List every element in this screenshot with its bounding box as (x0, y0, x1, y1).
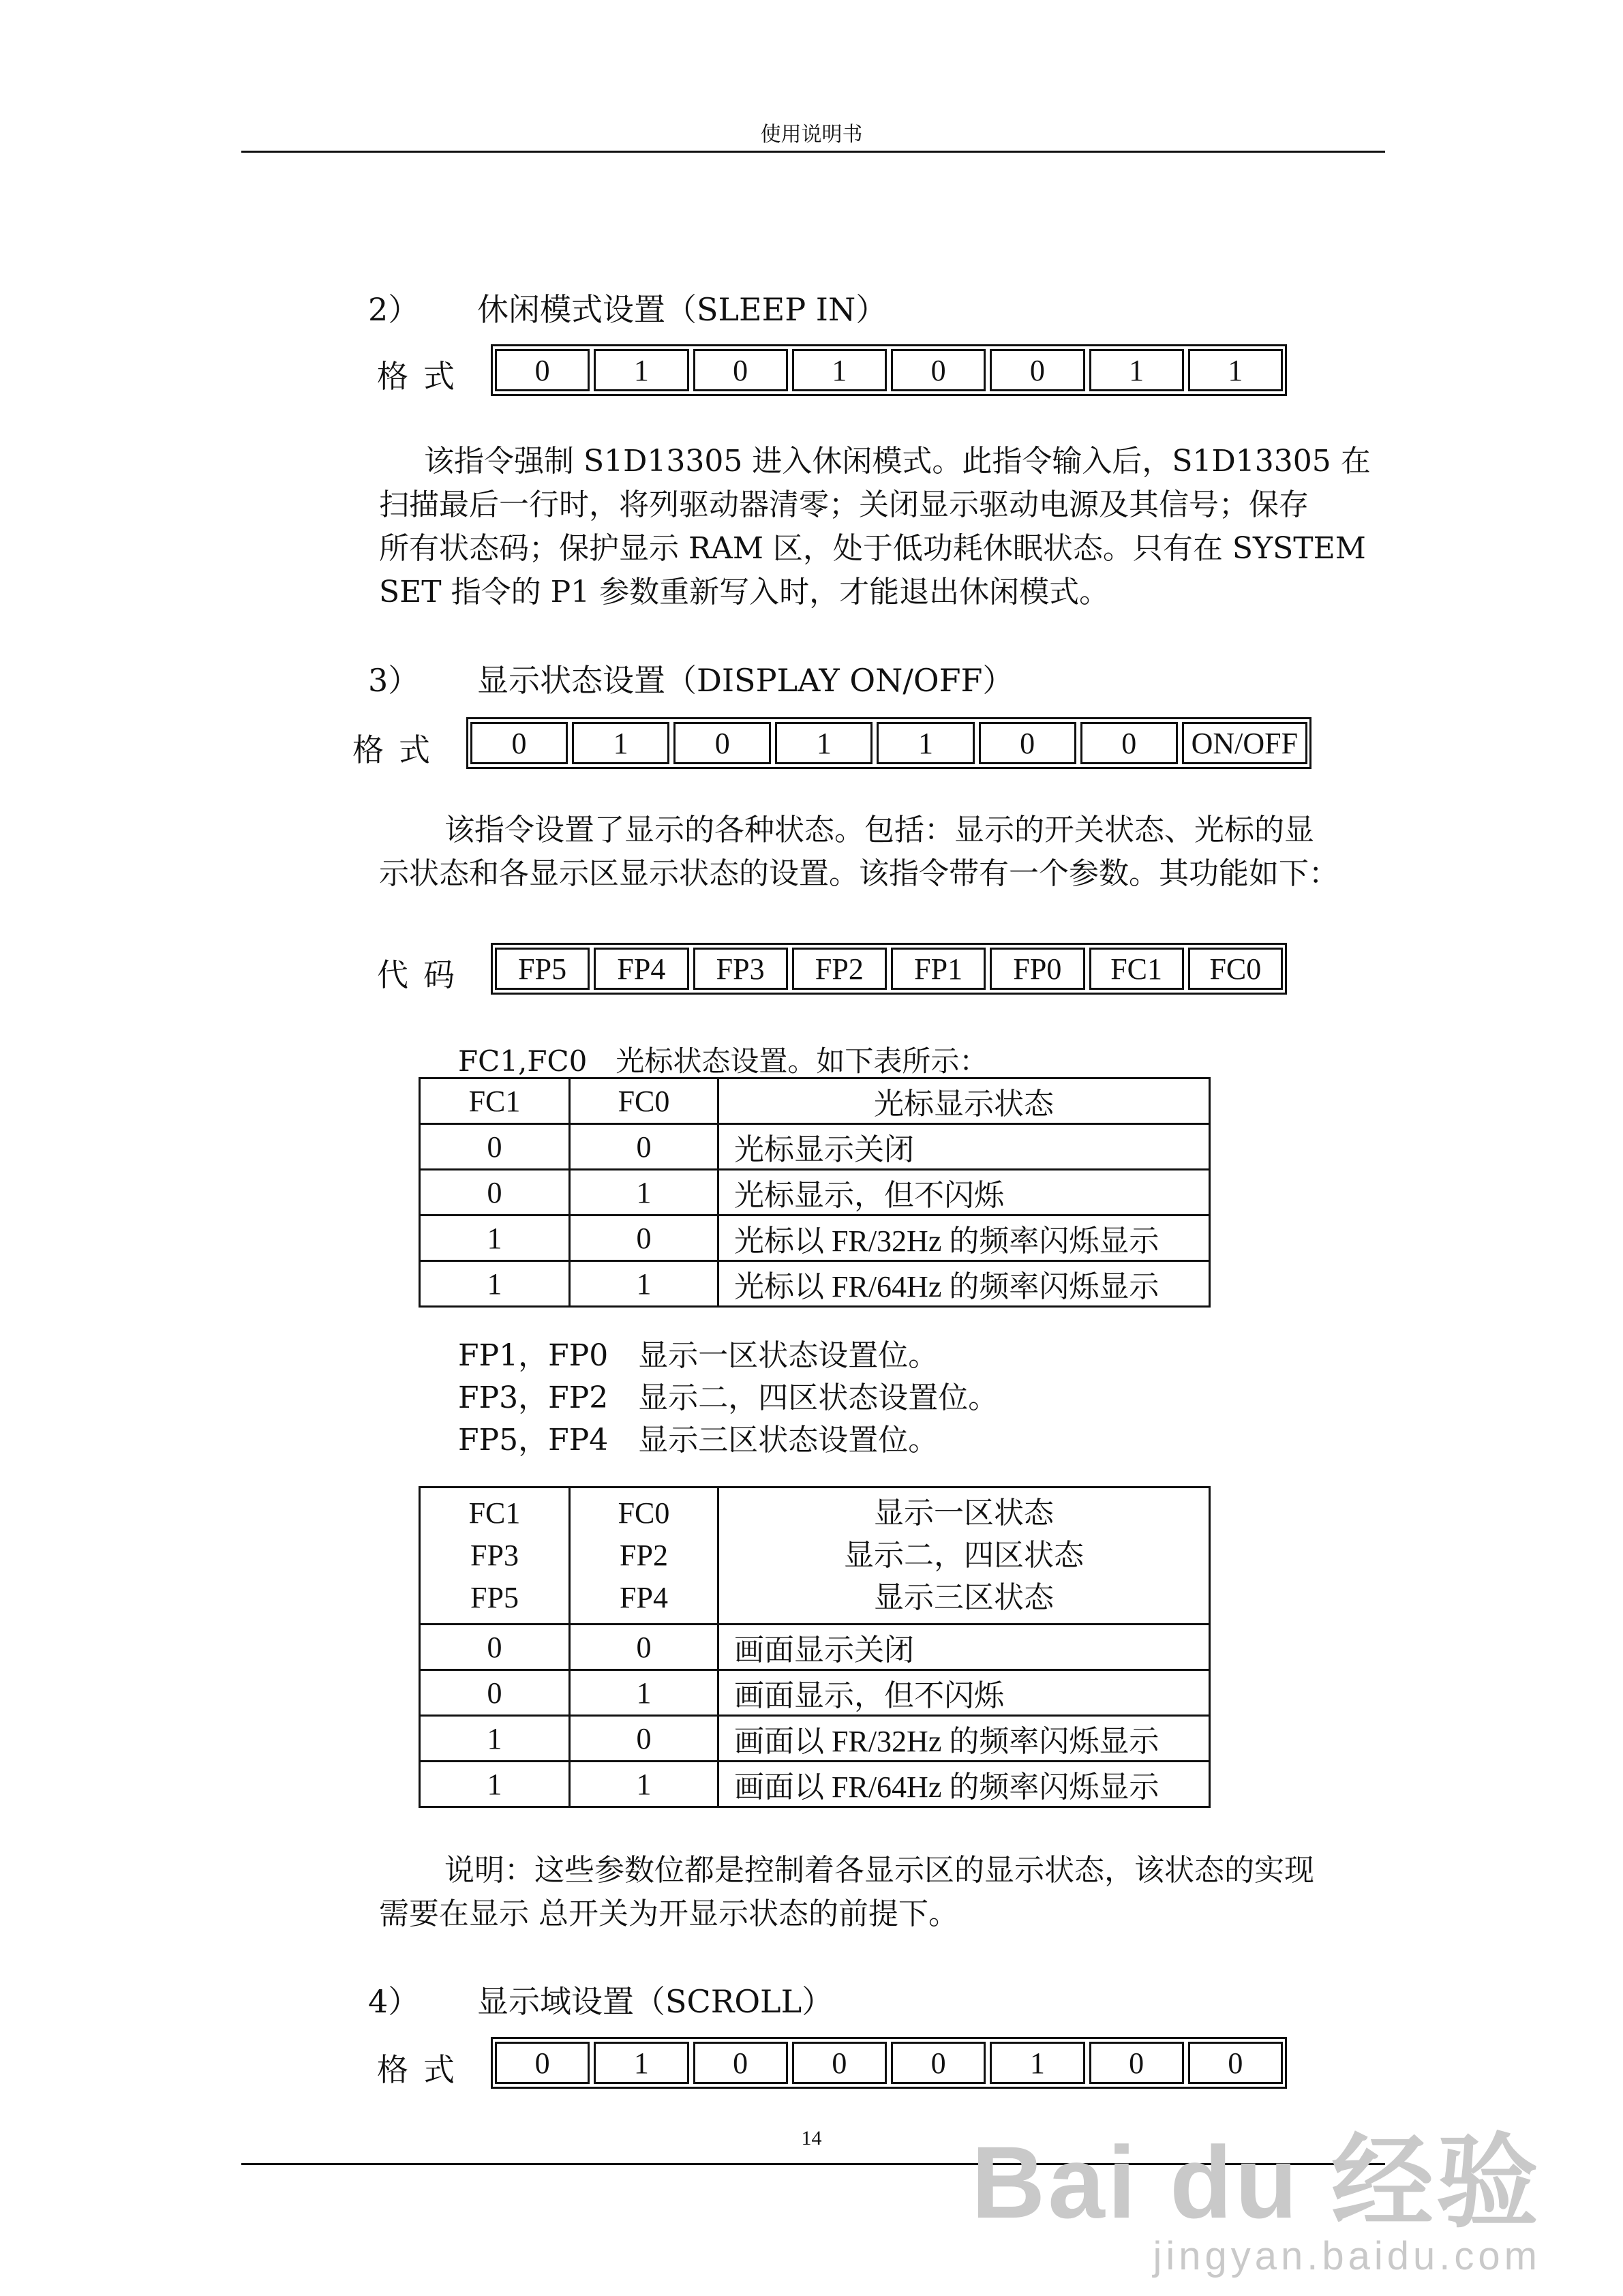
table-header-cell (718, 1487, 1210, 1625)
bit-cell: 0 (891, 2042, 986, 2084)
table-cell: 0 (420, 1625, 570, 1670)
page-header-title: 使用说明书 (760, 123, 863, 147)
bit-cell: 0 (1089, 2042, 1184, 2084)
table-cell: 0 (420, 1170, 570, 1215)
paragraph-line: 需要在显示 总开关为开显示状态的前提下。 (379, 1897, 958, 1931)
table-header-cell (570, 1487, 718, 1625)
bit-cell: 1 (594, 2042, 688, 2084)
bit-cell: 0 (470, 722, 568, 764)
table-cell: 1 (420, 1215, 570, 1261)
code-bit-cell: FP0 (990, 948, 1084, 990)
paragraph-line: 示状态和各显示区显示状态的设置。该指令带有一个参数。其功能如下： (379, 856, 1339, 891)
bit-cell: 0 (693, 349, 788, 391)
table-cell: 0 (420, 1670, 570, 1716)
cursor-table-caption: FC1,FC0 光标状态设置。如下表所示： (458, 1044, 988, 1078)
table-cell: 1 (570, 1670, 718, 1716)
code-bit-cell: FC1 (1089, 948, 1184, 990)
header-line: 显示三区状态 (874, 1581, 1054, 1614)
table-cell: 光标以 FR/64Hz 的频率闪烁显示 (718, 1261, 1210, 1307)
table-cell: 1 (570, 1762, 718, 1807)
bit-cell: 0 (673, 722, 771, 764)
table-header-cell (420, 1487, 570, 1625)
section4-title: 显示域设置（SCROLL） (477, 1983, 834, 2020)
section2-format-label: 格式 (377, 358, 470, 395)
fp-bit-descriptions (458, 1335, 998, 1462)
bit-cell: 0 (979, 722, 1076, 764)
watermark-url: jingyan.baidu.com (1153, 2234, 1541, 2278)
table-cell: 0 (570, 1716, 718, 1762)
bit-cell: 0 (891, 349, 986, 391)
section3-description (379, 809, 1381, 896)
section2-number: 2） (368, 291, 420, 328)
bit-cell: 0 (792, 2042, 887, 2084)
table-cell: 1 (420, 1762, 570, 1807)
bit-cell: 1 (877, 722, 974, 764)
section4-bit-register (491, 2037, 1287, 2089)
table-row (420, 1762, 1210, 1807)
paragraph-line: 该指令强制 S1D13305 进入休闲模式。此指令输入后，S1D13305 在 (424, 444, 1371, 479)
fp-line: FP1，FP0 显示一区状态设置位。 (458, 1338, 939, 1373)
bit-cell: 0 (693, 2042, 788, 2084)
section2-description (379, 440, 1381, 614)
code-bit-cell: FP4 (594, 948, 688, 990)
table-row (420, 1625, 1210, 1670)
section3-title: 显示状态设置（DISPLAY ON/OFF） (477, 662, 1014, 699)
section2-heading (368, 285, 887, 330)
header-line: FP2 (620, 1539, 668, 1572)
bit-cell: ON/OFF (1182, 722, 1307, 764)
header-line: 显示二，四区状态 (844, 1539, 1084, 1572)
section3-heading (368, 656, 1014, 701)
bit-cell: 0 (495, 349, 590, 391)
table-header-row (420, 1078, 1210, 1124)
paragraph-line: SET 指令的 P1 参数重新写入时，才能退出休闲模式。 (379, 575, 1110, 609)
header-line: FP3 (470, 1539, 519, 1572)
table-header-cell: FC1 (420, 1078, 570, 1124)
section3-note (379, 1849, 1381, 1936)
area-state-table (419, 1486, 1211, 1808)
header-rule (241, 151, 1385, 153)
section2-title: 休闲模式设置（SLEEP IN） (477, 291, 888, 328)
table-cell: 画面显示关闭 (718, 1625, 1210, 1670)
table-row (420, 1170, 1210, 1215)
table-cell: 画面以 FR/32Hz 的频率闪烁显示 (718, 1716, 1210, 1762)
code-bit-cell: FP5 (495, 948, 590, 990)
section4-number: 4） (368, 1983, 420, 2020)
fp-line: FP5，FP4 显示三区状态设置位。 (458, 1423, 939, 1457)
table-cell: 光标显示，但不闪烁 (718, 1170, 1210, 1215)
header-line: FP5 (470, 1581, 519, 1614)
watermark-brand: Bai du 经验 (971, 2125, 1541, 2239)
table-cell: 1 (420, 1261, 570, 1307)
table-cell: 画面以 FR/64Hz 的频率闪烁显示 (718, 1762, 1210, 1807)
table-cell: 0 (570, 1215, 718, 1261)
header-line: 显示一区状态 (874, 1496, 1054, 1530)
bit-cell: 1 (594, 349, 688, 391)
baidu-jingyan-watermark (971, 2100, 1541, 2279)
table-cell: 0 (570, 1625, 718, 1670)
header-line: FC1 (468, 1496, 521, 1530)
bit-cell: 1 (990, 2042, 1084, 2084)
code-bit-cell: FC0 (1188, 948, 1283, 990)
bit-cell: 0 (1188, 2042, 1283, 2084)
paragraph-line: 扫描最后一行时，将列驱动器清零；关闭显示驱动电源及其信号；保存 (379, 487, 1309, 522)
table-header-cell: 光标显示状态 (718, 1078, 1210, 1124)
section3-number: 3） (368, 662, 420, 699)
table-cell: 0 (570, 1124, 718, 1170)
paragraph-line: 该指令设置了显示的各种状态。包括：显示的开关状态、光标的显 (444, 813, 1314, 847)
bit-cell: 1 (1188, 349, 1283, 391)
table-cell: 1 (570, 1170, 718, 1215)
code-bit-cell: FP1 (891, 948, 986, 990)
page-number: 14 (801, 2127, 822, 2149)
table-header-row (420, 1487, 1210, 1625)
section3-bit-register (466, 717, 1311, 769)
code-bit-cell: FP3 (693, 948, 788, 990)
table-cell: 1 (420, 1716, 570, 1762)
section3-format-label: 格式 (352, 731, 445, 768)
bit-cell: 1 (775, 722, 873, 764)
section2-bit-register (491, 344, 1287, 396)
table-cell: 画面显示，但不闪烁 (718, 1670, 1210, 1716)
table-cell: 0 (420, 1124, 570, 1170)
bit-cell: 1 (1089, 349, 1184, 391)
table-cell: 光标显示关闭 (718, 1124, 1210, 1170)
section4-format-label: 格式 (377, 2051, 470, 2088)
fp-line: FP3，FP2 显示二，四区状态设置位。 (458, 1380, 999, 1415)
table-row (420, 1124, 1210, 1170)
code-label: 代码 (377, 956, 470, 993)
bit-cell: 0 (495, 2042, 590, 2084)
table-cell: 1 (570, 1261, 718, 1307)
table-row (420, 1215, 1210, 1261)
section4-heading (368, 1977, 833, 2022)
cursor-state-table (419, 1077, 1211, 1308)
header-line: FP4 (620, 1581, 668, 1614)
paragraph-line: 所有状态码；保护显示 RAM 区，处于低功耗休眠状态。只有在 SYSTEM (379, 531, 1366, 566)
table-header-cell: FC0 (570, 1078, 718, 1124)
paragraph-line: 说明：这些参数位都是控制着各显示区的显示状态，该状态的实现 (444, 1853, 1314, 1888)
table-cell: 光标以 FR/32Hz 的频率闪烁显示 (718, 1215, 1210, 1261)
code-bit-register (491, 943, 1287, 995)
table-row (420, 1261, 1210, 1307)
header-line: FC0 (618, 1496, 670, 1530)
bit-cell: 0 (990, 349, 1084, 391)
table-row (420, 1716, 1210, 1762)
bit-cell: 0 (1080, 722, 1178, 764)
code-bit-cell: FP2 (792, 948, 887, 990)
bit-cell: 1 (792, 349, 887, 391)
table-row (420, 1670, 1210, 1716)
bit-cell: 1 (572, 722, 669, 764)
